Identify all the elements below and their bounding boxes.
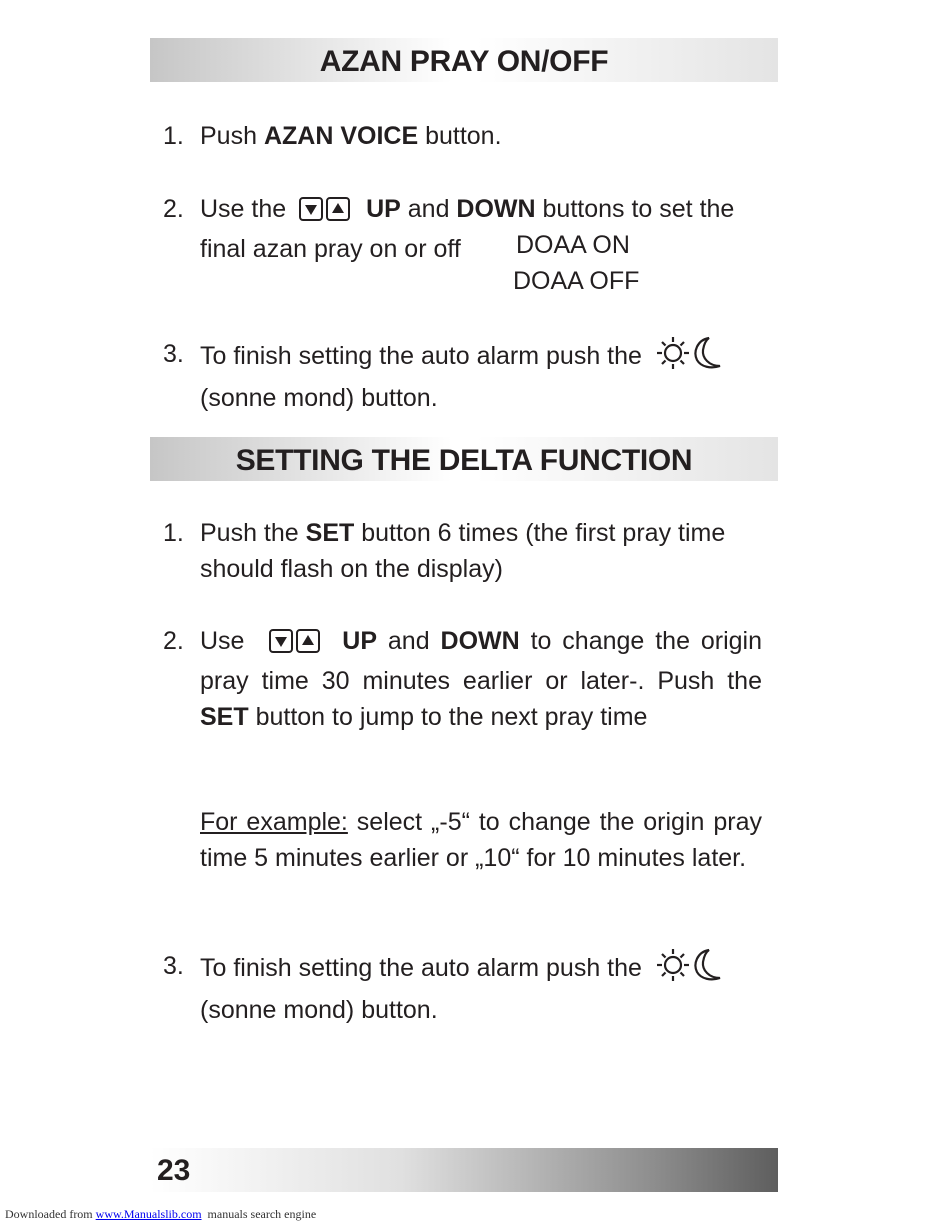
step-number: 3. (163, 340, 184, 368)
up-label: UP (366, 195, 401, 223)
step-text-line2: (sonne mond) button. (200, 996, 438, 1024)
sun-icon (657, 337, 689, 369)
up-arrow-key-icon (326, 197, 350, 221)
step-number: 1. (163, 519, 184, 547)
section-header-delta (150, 437, 778, 481)
doaa-on-option: DOAA ON (516, 231, 630, 259)
down-label: DOWN (456, 195, 536, 223)
sun-moon-symbol (657, 948, 723, 982)
set-button-label: SET (305, 519, 355, 547)
moon-icon (695, 338, 720, 367)
doaa-off-option: DOAA OFF (513, 267, 640, 295)
step-text: Use the UP and DOWN buttons to set the final azan pray on or off (200, 191, 762, 267)
sun-moon-icon (657, 336, 723, 380)
set-button-label: SET (200, 703, 249, 731)
step-text: To finish setting the auto alarm push the (sonne mond) button. (200, 336, 762, 416)
example-label: For example: (200, 808, 348, 836)
download-notice: Downloaded from www.Manualslib.com manuals search engine (5, 1207, 317, 1221)
page-number: 23 (157, 1154, 191, 1187)
sun-moon-icon (657, 948, 723, 992)
step-text: Push AZAN VOICE button. (200, 122, 502, 150)
step-text: To finish setting the auto alarm push the (sonne mond) button. (200, 948, 762, 1028)
arrow-keys-icon (299, 195, 353, 231)
manualslib-link[interactable]: www.Manualslib.com (95, 1207, 202, 1221)
section-header-azan (150, 38, 778, 82)
step-text-line2: final azan pray on or off (200, 235, 461, 263)
moon-icon (695, 950, 720, 979)
section-title-azan: AZAN PRAY ON/OFF (319, 45, 609, 78)
step-number: 1. (163, 122, 184, 150)
step-number: 3. (163, 952, 184, 980)
step-text-line2: (sonne mond) button. (200, 384, 438, 412)
up-arrow-key-icon (296, 629, 320, 653)
step-number: 2. (163, 627, 184, 655)
step-text: Push the SET button 6 times (the first pray time should flash on the display) (200, 515, 762, 587)
down-label: DOWN (440, 627, 520, 655)
azan-voice-button-label: AZAN VOICE (263, 122, 419, 150)
sun-icon (657, 949, 689, 981)
step-text: Use UP and DOWN to change the origin pray time 30 minutes earlier or later-. Push the SET button to jump to the next pray time (200, 627, 763, 731)
down-arrow-key-icon (269, 629, 293, 653)
section-title-delta: SETTING THE DELTA FUNCTION (235, 444, 693, 477)
example-text: For example: select „-5“ to change the origin pray time 5 minutes earlier or „10“ for 10 minutes later. (200, 808, 762, 872)
up-label: UP (342, 627, 378, 655)
down-arrow-key-icon (299, 197, 323, 221)
step-text-line2: should flash on the display) (200, 555, 503, 583)
footer-bar (150, 1148, 778, 1192)
sun-moon-symbol (657, 336, 723, 370)
step-number: 2. (163, 195, 184, 223)
arrow-keys-icon (269, 627, 323, 663)
